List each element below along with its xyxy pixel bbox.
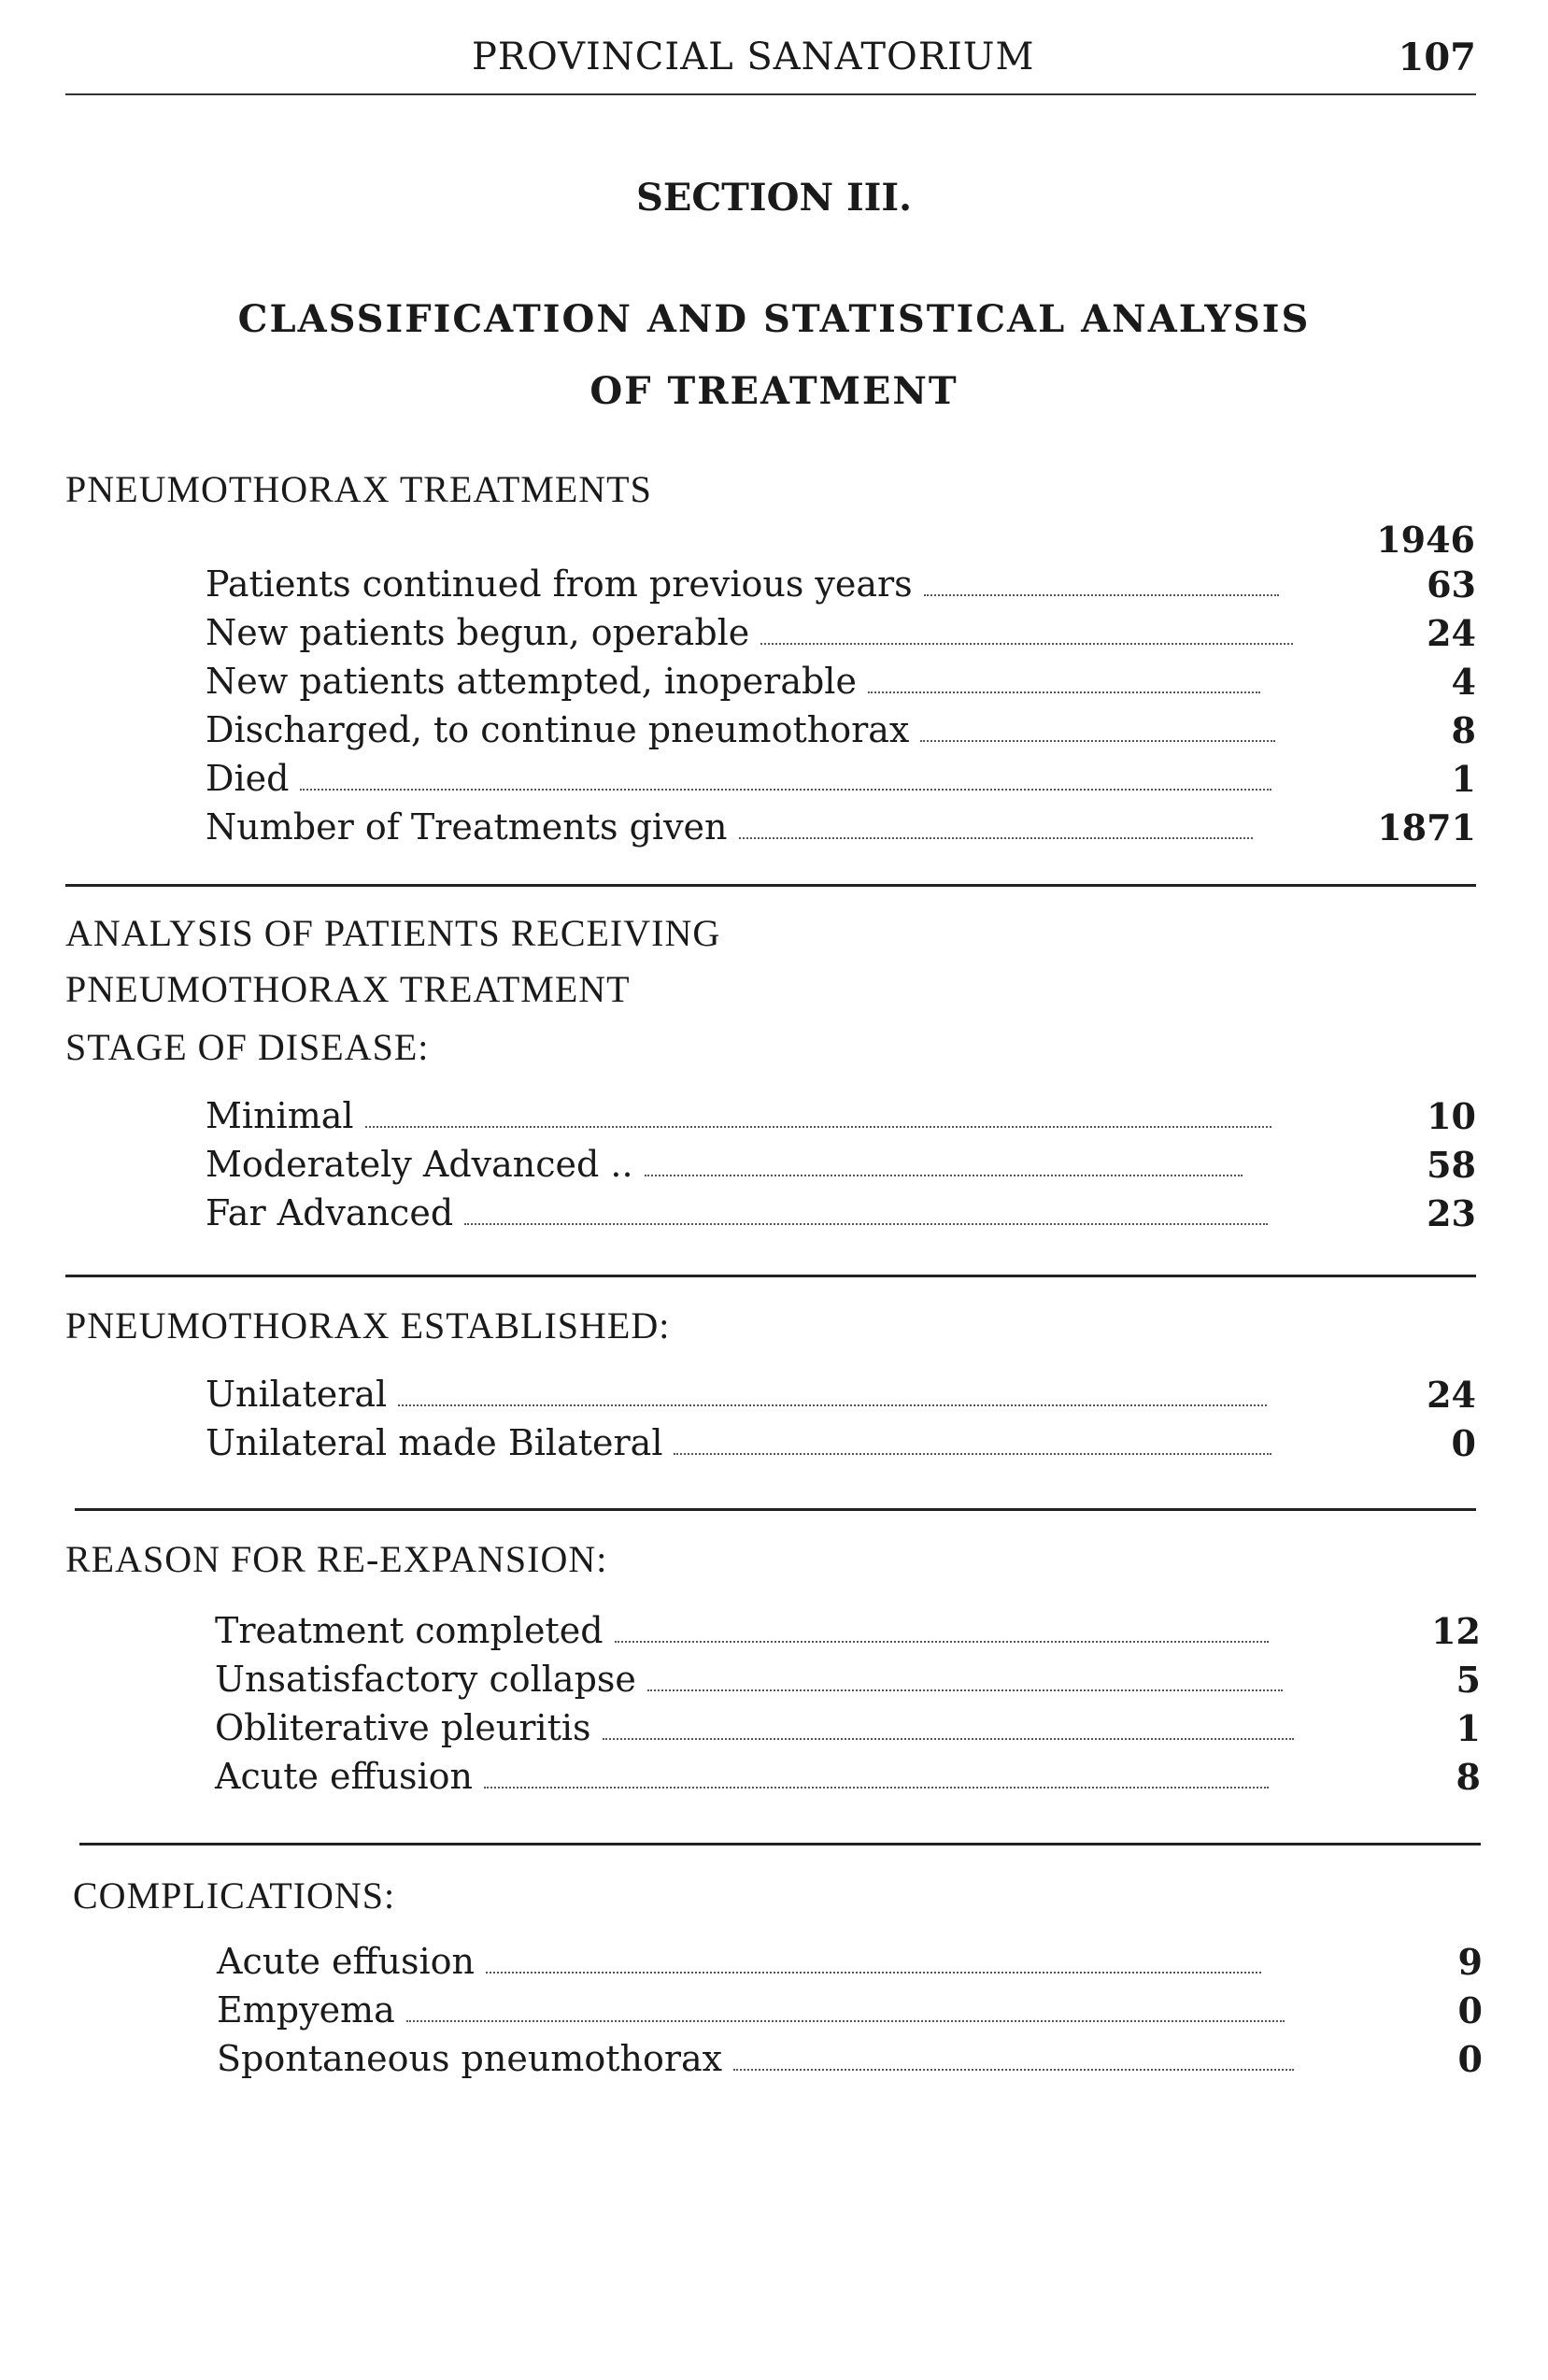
analysis-heading-line-1: ANALYSIS OF PATIENTS RECEIVING [65, 912, 721, 954]
section-divider [79, 1843, 1481, 1846]
row-label: Acute effusion [215, 1756, 474, 1797]
section-divider [65, 884, 1476, 887]
section-divider [75, 1508, 1476, 1511]
row-value: 8 [1456, 1756, 1481, 1798]
row-label: Moderately Advanced .. [206, 1144, 633, 1185]
leader-dots [398, 1401, 1267, 1406]
reexpansion-heading: REASON FOR RE-EXPANSION: [65, 1538, 608, 1580]
list-item [215, 1756, 1481, 1804]
list-item [206, 758, 1476, 806]
leader-dots [920, 736, 1275, 742]
list-item [206, 1095, 1476, 1144]
row-value: 58 [1427, 1144, 1476, 1186]
list-item [215, 1659, 1481, 1707]
list-item [206, 1144, 1476, 1192]
analysis-heading-line-2: PNEUMOTHORAX TREATMENT [65, 968, 631, 1010]
row-label: Treatment completed [215, 1610, 604, 1651]
treatments-list [206, 563, 1476, 855]
list-item [206, 1192, 1476, 1241]
list-item [206, 806, 1476, 855]
row-label: Unilateral [206, 1374, 388, 1415]
leader-dots [760, 639, 1293, 645]
year-column-header: 1946 [1376, 519, 1475, 561]
row-value: 0 [1457, 1989, 1483, 2031]
row-value: 10 [1427, 1095, 1476, 1137]
row-label: Obliterative pleuritis [215, 1707, 591, 1748]
list-item [217, 1989, 1483, 2038]
row-label: Died [206, 758, 290, 799]
stage-of-disease-heading: STAGE OF DISEASE: [65, 1026, 430, 1068]
leader-dots [674, 1449, 1271, 1455]
leader-dots [300, 785, 1271, 791]
row-value: 24 [1427, 1374, 1476, 1416]
leader-dots [486, 1968, 1261, 1974]
list-item [206, 563, 1476, 612]
leader-dots [739, 834, 1253, 839]
section-divider [65, 1275, 1476, 1277]
row-value: 23 [1427, 1192, 1476, 1234]
page-header [65, 28, 1476, 95]
leader-dots [924, 591, 1279, 596]
list-item [206, 661, 1476, 709]
row-value: 1 [1451, 758, 1476, 800]
row-label: Unsatisfactory collapse [215, 1659, 636, 1700]
leader-dots [603, 1734, 1294, 1740]
row-value: 9 [1457, 1941, 1483, 1983]
row-label: Spontaneous pneumothorax [217, 2038, 723, 2079]
row-label: Number of Treatments given [206, 806, 728, 848]
row-label: Patients continued from previous years [206, 563, 913, 605]
row-label: New patients begun, operable [206, 612, 750, 653]
row-value: 1871 [1377, 806, 1476, 848]
established-heading: PNEUMOTHORAX ESTABLISHED: [65, 1304, 671, 1347]
list-item [217, 2038, 1483, 2087]
row-value: 1 [1456, 1707, 1481, 1749]
running-title: PROVINCIAL SANATORIUM [472, 36, 1035, 78]
row-label: Unilateral made Bilateral [206, 1422, 663, 1463]
list-item [215, 1707, 1481, 1756]
list-item [217, 1941, 1483, 1989]
list-item [206, 1422, 1476, 1471]
leader-dots [645, 1171, 1243, 1176]
list-item [206, 709, 1476, 758]
leader-dots [733, 2065, 1294, 2071]
list-item [206, 1374, 1476, 1422]
leader-dots [868, 688, 1260, 693]
established-list [206, 1374, 1476, 1471]
row-label: New patients attempted, inoperable [206, 661, 857, 702]
row-value: 24 [1427, 612, 1476, 654]
row-value: 5 [1456, 1659, 1481, 1701]
row-value: 4 [1451, 661, 1476, 703]
list-item [206, 612, 1476, 661]
reexpansion-list [215, 1610, 1481, 1804]
leader-dots [647, 1686, 1283, 1691]
section-title: SECTION III. [635, 176, 913, 220]
row-label: Acute effusion [217, 1941, 476, 1982]
list-item [215, 1610, 1481, 1659]
row-value: 12 [1431, 1610, 1481, 1652]
row-label: Empyema [217, 1989, 395, 2031]
complications-list [217, 1941, 1483, 2087]
row-label: Discharged, to continue pneumothorax [206, 709, 910, 750]
row-value: 8 [1451, 709, 1476, 751]
stage-list [206, 1095, 1476, 1241]
complications-heading: COMPLICATIONS: [73, 1874, 396, 1917]
main-title-line-2: OF TREATMENT [589, 369, 959, 413]
page-number: 107 [1398, 36, 1476, 79]
main-title-line-1: CLASSIFICATION AND STATISTICAL ANALYSIS [237, 297, 1311, 341]
leader-dots [464, 1219, 1268, 1225]
row-label: Far Advanced [206, 1192, 454, 1233]
leader-dots [615, 1637, 1269, 1643]
row-value: 63 [1427, 563, 1476, 606]
row-value: 0 [1457, 2038, 1483, 2080]
treatments-heading: PNEUMOTHORAX TREATMENTS [65, 468, 652, 510]
row-label: Minimal [206, 1095, 354, 1136]
leader-dots [406, 2017, 1285, 2022]
leader-dots [365, 1122, 1271, 1128]
row-value: 0 [1451, 1422, 1476, 1464]
leader-dots [484, 1783, 1269, 1789]
